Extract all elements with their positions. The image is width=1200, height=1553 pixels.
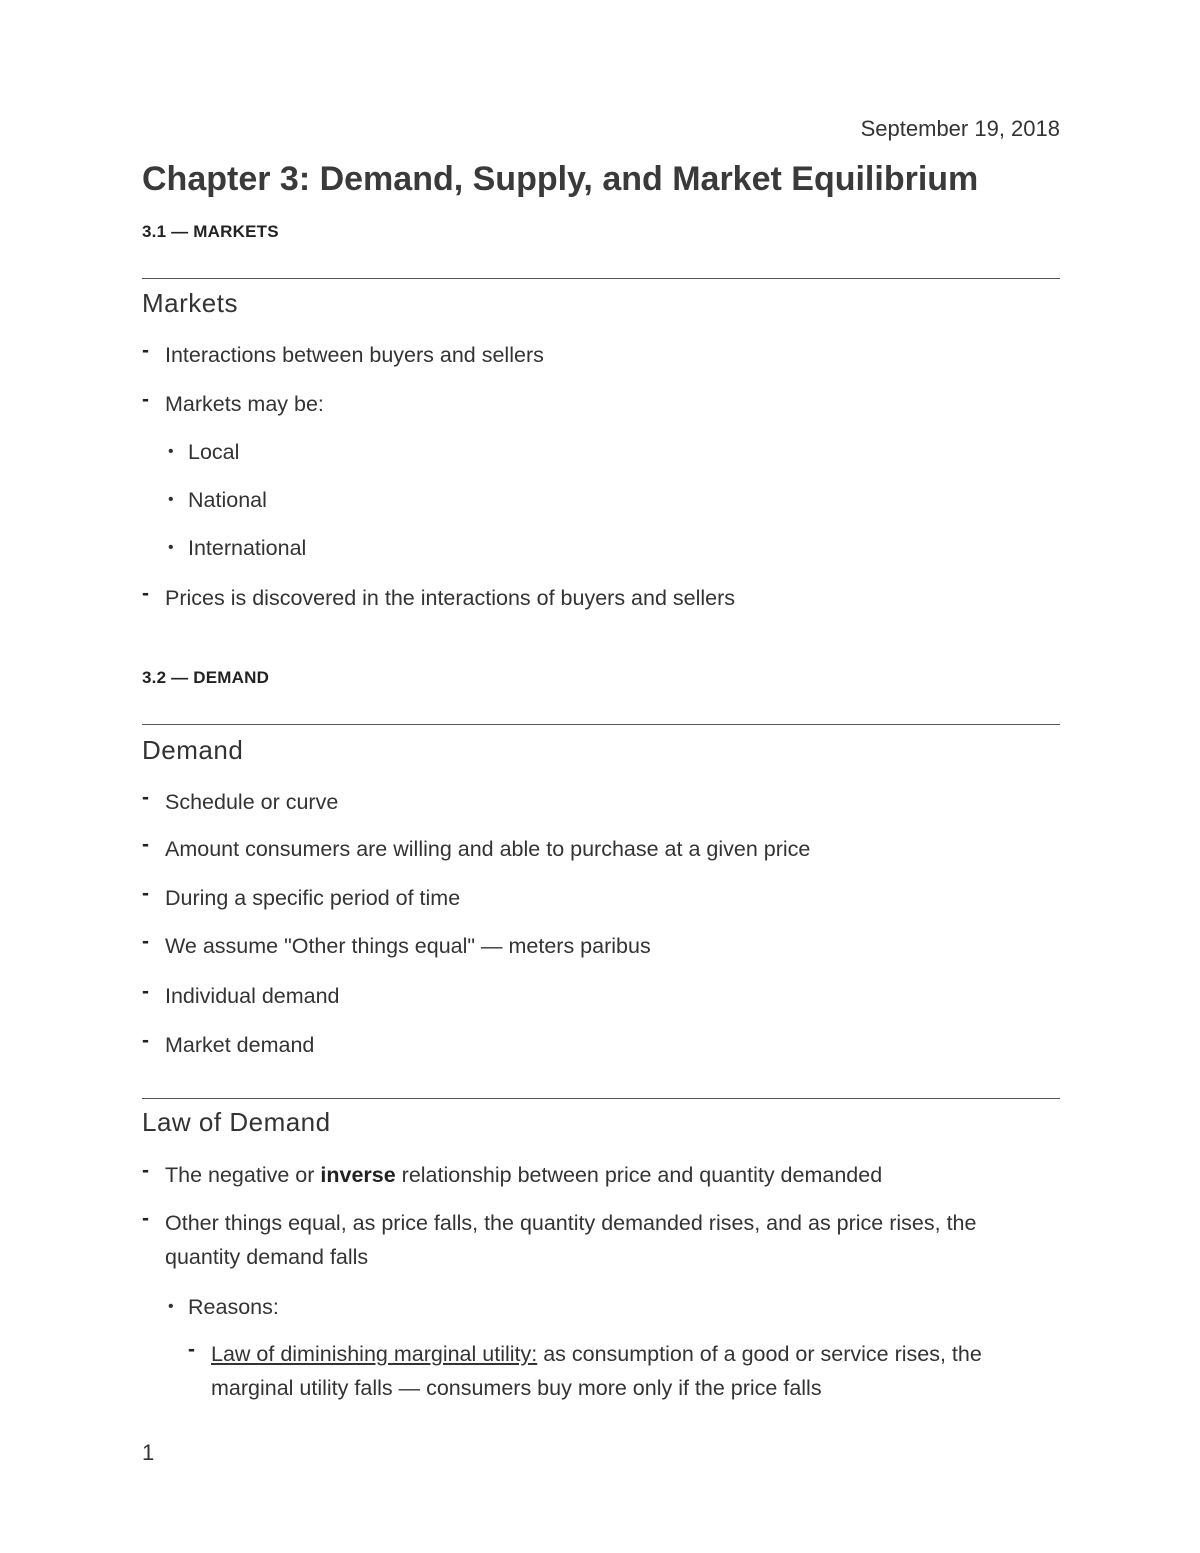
text-run: as consumption of a good or service rises, the <box>537 1342 982 1366</box>
dash-bullet: - <box>142 582 149 605</box>
dash-bullet: - <box>142 1207 149 1230</box>
dash-bullet: - <box>142 388 149 411</box>
list-item-line: Other things equal, as price falls, the quantity demanded rises, and as price rises, the <box>165 1211 977 1235</box>
dot-bullet: • <box>168 491 174 508</box>
list-item: Markets may be: <box>165 392 324 416</box>
document-date: September 19, 2018 <box>860 116 1060 141</box>
sub-list-item: Local <box>188 440 240 464</box>
text-run: relationship between price and quantity demanded <box>395 1163 883 1187</box>
text-run: The negative or <box>165 1163 321 1187</box>
dash-bullet: - <box>142 339 149 362</box>
underlined-term: Law of diminishing marginal utility: <box>211 1342 538 1366</box>
dot-bullet: • <box>168 443 174 460</box>
list-item: We assume "Other things equal" — meters paribus <box>165 934 651 958</box>
heading-markets: Markets <box>142 288 238 318</box>
dot-bullet: • <box>168 539 174 556</box>
sub-sub-list-item <box>211 1337 982 1371</box>
dash-bullet: - <box>142 833 149 856</box>
list-item-line: quantity demand falls <box>165 1245 369 1269</box>
emphasized-term: inverse <box>320 1163 396 1187</box>
dash-bullet: - <box>142 786 149 809</box>
sub-list-item: National <box>188 488 267 512</box>
list-item: Schedule or curve <box>165 790 339 814</box>
section-label-markets: 3.1 — MARKETS <box>142 222 279 241</box>
dash-bullet: - <box>188 1338 195 1361</box>
list-item: Market demand <box>165 1033 315 1057</box>
section-divider <box>142 1098 1060 1099</box>
section-divider <box>142 278 1060 279</box>
dash-bullet: - <box>142 1159 149 1182</box>
dot-bullet: • <box>168 1298 174 1315</box>
chapter-title: Chapter 3: Demand, Supply, and Market Equilibrium <box>142 160 979 198</box>
list-item: Amount consumers are willing and able to purchase at a given price <box>165 837 811 861</box>
dash-bullet: - <box>142 930 149 953</box>
section-divider <box>142 724 1060 725</box>
sub-sub-list-item-line: marginal utility falls — consumers buy more only if the price falls <box>211 1376 822 1400</box>
list-item: Individual demand <box>165 984 340 1008</box>
dash-bullet: - <box>142 882 149 905</box>
list-item: Prices is discovered in the interactions of buyers and sellers <box>165 586 736 610</box>
page-number: 1 <box>142 1440 155 1465</box>
heading-law-of-demand: Law of Demand <box>142 1107 331 1137</box>
dash-bullet: - <box>142 980 149 1003</box>
sub-list-item: International <box>188 536 307 560</box>
section-label-demand: 3.2 — DEMAND <box>142 668 270 687</box>
dash-bullet: - <box>142 1029 149 1052</box>
list-item: During a specific period of time <box>165 886 461 910</box>
sub-list-item: Reasons: <box>188 1295 279 1319</box>
list-item: Interactions between buyers and sellers <box>165 343 544 367</box>
list-item <box>165 1158 882 1192</box>
heading-demand: Demand <box>142 735 244 765</box>
